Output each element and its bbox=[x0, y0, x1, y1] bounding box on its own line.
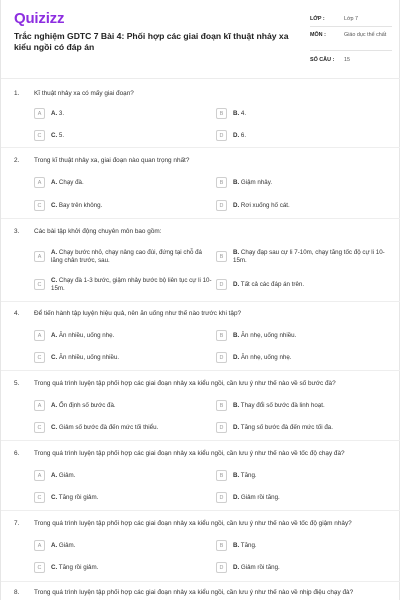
option-text: D. Giảm rồi tăng. bbox=[233, 494, 280, 501]
option-d[interactable] bbox=[216, 279, 394, 290]
option-a[interactable] bbox=[34, 540, 204, 551]
meta-subject-value: Giáo dục thể chất bbox=[344, 32, 387, 38]
option-letter-badge: D bbox=[216, 200, 227, 211]
option-text: B. Thay đổi số bước đà linh hoạt. bbox=[233, 402, 325, 409]
option-letter-badge: B bbox=[216, 177, 227, 188]
option-letter-badge: A bbox=[34, 470, 45, 481]
option-c[interactable] bbox=[34, 275, 212, 292]
option-text: A. Chạy bước nhỏ, chạy nâng cao đùi, đứng tại chỗ đá lăng chân trước, sau. bbox=[51, 249, 202, 264]
option-b[interactable] bbox=[216, 400, 386, 411]
question-divider bbox=[1, 370, 400, 371]
option-letter-badge: C bbox=[34, 562, 45, 573]
option-letter-badge: B bbox=[216, 540, 227, 551]
option-text: C. Ăn nhiều, uống nhiều. bbox=[51, 354, 120, 361]
option-a[interactable] bbox=[34, 470, 204, 481]
option-text: D. Giảm rồi tăng. bbox=[233, 564, 280, 571]
option-letter-badge: D bbox=[216, 492, 227, 503]
option-letter-badge: D bbox=[216, 422, 227, 433]
option-d[interactable] bbox=[216, 352, 386, 363]
question-text: Kĩ thuật nhảy xa có mấy giai đoạn? bbox=[34, 90, 134, 97]
meta-count-value: 15 bbox=[344, 57, 350, 63]
option-text: A. 3. bbox=[51, 110, 65, 117]
option-text: A. Giảm. bbox=[51, 472, 76, 479]
option-b[interactable] bbox=[216, 330, 386, 341]
option-a[interactable] bbox=[34, 247, 212, 264]
option-letter-badge: A bbox=[34, 400, 45, 411]
question-text: Trong quá trình luyện tập phối hợp các giai đoạn nhảy xa kiểu ngồi, cần lưu ý như thế nào về tốc độ chạy đà? bbox=[34, 450, 345, 457]
option-a[interactable] bbox=[34, 330, 204, 341]
option-text: D. Tăng số bước đà đến mức tối đa. bbox=[233, 424, 333, 431]
option-b[interactable] bbox=[216, 108, 386, 119]
question-text: Để tiến hành tập luyện hiệu quả, nên ăn uống như thế nào trước khi tập? bbox=[34, 310, 242, 317]
option-letter-badge: B bbox=[216, 108, 227, 119]
option-text: C. Giảm số bước đà đến mức tối thiểu. bbox=[51, 424, 159, 431]
question-divider bbox=[1, 440, 400, 441]
question-text: Trong quá trình luyện tập phối hợp các giai đoạn nhảy xa kiểu ngồi, cần lưu ý như thế nào về tốc độ giậm nhảy? bbox=[34, 520, 352, 527]
option-c[interactable] bbox=[34, 352, 204, 363]
question-number: 2. bbox=[14, 157, 20, 164]
option-a[interactable] bbox=[34, 177, 204, 188]
option-c[interactable] bbox=[34, 200, 204, 211]
worksheet-title: Trắc nghiệm GDTC 7 Bài 4: Phối hợp các giai đoạn kĩ thuật nhảy xa kiểu ngồi có đáp án bbox=[14, 31, 289, 52]
question-number: 4. bbox=[14, 310, 20, 317]
question-divider bbox=[1, 147, 400, 148]
question-divider bbox=[1, 510, 400, 511]
option-letter-badge: A bbox=[34, 108, 45, 119]
question-text: Trong quá trình luyện tập phối hợp các giai đoạn nhảy xa kiểu ngồi, cần lưu ý như thế nào về nhịp điệu chạy đà? bbox=[34, 589, 354, 596]
option-d[interactable] bbox=[216, 492, 386, 503]
option-letter-badge: D bbox=[216, 279, 227, 290]
option-letter-badge: D bbox=[216, 562, 227, 573]
option-text: D. 6. bbox=[233, 132, 247, 139]
option-letter-badge: A bbox=[34, 540, 45, 551]
option-text: B. Tăng. bbox=[233, 542, 257, 549]
option-b[interactable] bbox=[216, 247, 394, 264]
option-letter-badge: B bbox=[216, 251, 227, 262]
question-number: 5. bbox=[14, 380, 20, 387]
option-text: A. Giảm. bbox=[51, 542, 76, 549]
option-a[interactable] bbox=[34, 400, 204, 411]
meta-subject-key: MÔN : bbox=[310, 32, 326, 38]
question-divider bbox=[1, 218, 400, 219]
question-text: Trong kĩ thuật nhảy xa, giai đoạn nào quan trọng nhất? bbox=[34, 157, 190, 164]
meta-grade-key: LỚP : bbox=[310, 16, 325, 22]
option-letter-badge: C bbox=[34, 422, 45, 433]
option-c[interactable] bbox=[34, 130, 204, 141]
option-text: A. Ổn định số bước đà. bbox=[51, 402, 116, 409]
option-letter-badge: D bbox=[216, 130, 227, 141]
option-text: B. Giậm nhảy. bbox=[233, 179, 273, 186]
option-d[interactable] bbox=[216, 130, 386, 141]
option-b[interactable] bbox=[216, 470, 386, 481]
option-text: B. Chạy đạp sau cự li 7-10m, chạy tăng tốc độ cự li 10-15m. bbox=[233, 249, 385, 264]
option-d[interactable] bbox=[216, 422, 386, 433]
option-text: D. Rơi xuống hố cát. bbox=[233, 202, 290, 209]
option-letter-badge: C bbox=[34, 200, 45, 211]
option-b[interactable] bbox=[216, 540, 386, 551]
option-letter-badge: C bbox=[34, 279, 45, 290]
option-letter-badge: A bbox=[34, 330, 45, 341]
option-d[interactable] bbox=[216, 200, 386, 211]
option-letter-badge: B bbox=[216, 470, 227, 481]
option-c[interactable] bbox=[34, 422, 204, 433]
option-letter-badge: C bbox=[34, 130, 45, 141]
question-text: Các bài tập khởi động chuyên môn bao gồm: bbox=[34, 228, 162, 235]
question-number: 1. bbox=[14, 90, 20, 97]
option-text: C. Tăng rồi giảm. bbox=[51, 494, 99, 501]
option-text: B. 4. bbox=[233, 110, 247, 117]
option-text: D. Tất cả các đáp án trên. bbox=[233, 281, 305, 288]
option-text: C. Chạy đà 1-3 bước, giậm nhảy bước bộ liên tục cự li 10-15m. bbox=[51, 277, 212, 292]
question-number: 3. bbox=[14, 228, 20, 235]
question-number: 6. bbox=[14, 450, 20, 457]
option-d[interactable] bbox=[216, 562, 386, 573]
question-number: 8. bbox=[14, 589, 20, 596]
option-text: C. 5. bbox=[51, 132, 65, 139]
option-letter-badge: B bbox=[216, 330, 227, 341]
option-text: C. Tăng rồi giảm. bbox=[51, 564, 99, 571]
question-number: 7. bbox=[14, 520, 20, 527]
question-text: Trong quá trình luyện tập phối hợp các giai đoạn nhảy xa kiểu ngồi, cần lưu ý như thế nào về số bước đà? bbox=[34, 380, 336, 387]
option-letter-badge: C bbox=[34, 492, 45, 503]
option-text: A. Ăn nhiều, uống nhẹ. bbox=[51, 332, 115, 339]
meta-divider bbox=[310, 50, 392, 51]
option-text: A. Chạy đà. bbox=[51, 179, 84, 186]
option-letter-badge: A bbox=[34, 177, 45, 188]
quizizz-logo[interactable]: Quizizz bbox=[14, 10, 65, 27]
option-c[interactable] bbox=[34, 562, 204, 573]
meta-grade-value: Lớp 7 bbox=[344, 16, 359, 22]
question-divider bbox=[1, 581, 400, 582]
option-c[interactable] bbox=[34, 492, 204, 503]
option-letter-badge: B bbox=[216, 400, 227, 411]
meta-count-key: SỐ CÂU : bbox=[310, 57, 335, 63]
option-b[interactable] bbox=[216, 177, 386, 188]
option-letter-badge: A bbox=[34, 251, 45, 262]
option-text: C. Bay trên không. bbox=[51, 202, 103, 209]
header-divider bbox=[1, 78, 400, 79]
option-letter-badge: D bbox=[216, 352, 227, 363]
option-text: D. Ăn nhẹ, uống nhẹ. bbox=[233, 354, 292, 361]
option-text: B. Tăng. bbox=[233, 472, 257, 479]
question-divider bbox=[1, 301, 400, 302]
meta-divider bbox=[310, 26, 392, 27]
option-text: B. Ăn nhẹ, uống nhiều. bbox=[233, 332, 297, 339]
option-letter-badge: C bbox=[34, 352, 45, 363]
option-a[interactable] bbox=[34, 108, 204, 119]
